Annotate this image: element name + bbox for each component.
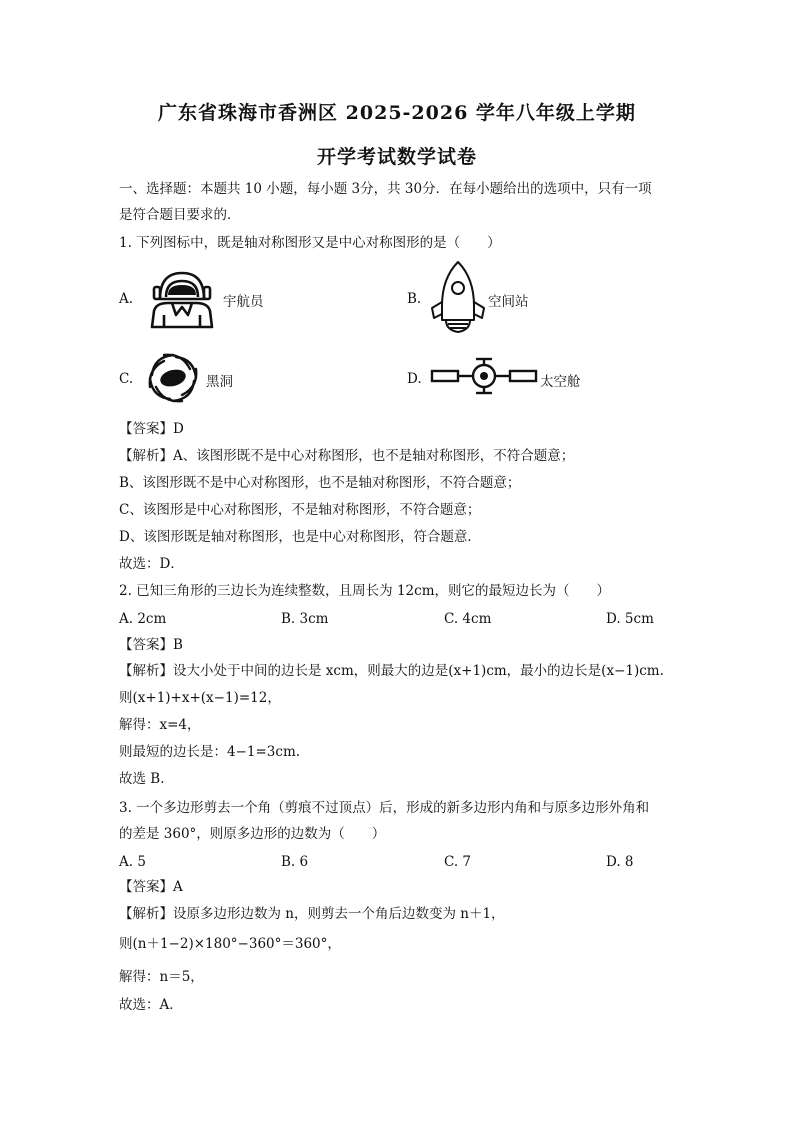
q3-analysis-line: 故选：A．: [119, 997, 183, 1013]
satellite-icon: [430, 356, 540, 396]
astronaut-icon: [146, 267, 218, 329]
q1-option-a-label: 宇航员: [223, 294, 264, 310]
q1-analysis-line: 故选：D．: [119, 556, 184, 572]
q2-option-c: C. 4cm: [444, 611, 492, 627]
q3-option-d: D. 8: [606, 854, 634, 870]
q3-analysis-line: 【解析】设原多边形边数为 n，则剪去一个角后边数变为 n＋1，: [119, 906, 505, 922]
q1-answer: 【答案】D: [119, 421, 184, 437]
title-line-2: 开学考试数学试卷: [316, 146, 477, 168]
q1-option-a-letter: A.: [119, 291, 134, 307]
q3-analysis-line: 解得：n＝5，: [119, 969, 204, 985]
q3-answer: 【答案】A: [119, 879, 183, 895]
q3-option-b: B. 6: [281, 854, 309, 870]
title-line-1: 广东省珠海市香洲区 2025-2026 学年八年级上学期: [158, 102, 636, 124]
q2-analysis-line: 则(x+1)+x+(x−1)=12，: [119, 690, 281, 706]
section-heading-line-1: 一、选择题：本题共 10 小题，每小题 3分，共 30分．在每小题给出的选项中，只有一项: [119, 181, 652, 197]
q1-analysis-line: 【解析】A、该图形既不是中心对称图形，也不是轴对称图形，不符合题意；: [119, 448, 575, 464]
q3-analysis-line: 则(n＋1−2)×180°−360°＝360°，: [119, 936, 341, 952]
q1-option-b-letter: B.: [407, 291, 422, 307]
q2-analysis-line: 解得：x=4，: [119, 717, 201, 733]
rocket-icon: [428, 258, 488, 338]
q2-analysis-line: 则最短的边长是：4−1=3cm.: [119, 744, 301, 760]
q2-stem: 2. 已知三角形的三边长为连续整数，且周长为 12cm，则它的最短边长为（ ）: [119, 583, 611, 599]
q2-option-d: D. 5cm: [606, 611, 654, 627]
q2-answer: 【答案】B: [119, 637, 183, 653]
black-hole-icon: [142, 347, 204, 409]
q1-option-d-label: 太空舱: [540, 374, 581, 390]
q1-option-d-letter: D.: [407, 371, 422, 387]
q1-option-c-label: 黑洞: [206, 374, 233, 390]
q2-analysis-line: 故选 B.: [119, 771, 165, 787]
q1-analysis-line: D、该图形既是轴对称图形，也是中心对称图形，符合题意．: [119, 529, 481, 545]
q2-option-a: A. 2cm: [119, 611, 167, 627]
q2-analysis-line: 【解析】设大小处于中间的边长是 xcm，则最大的边是(x+1)cm，最小的边长是(x−1)cm.: [119, 663, 664, 679]
q1-option-c-letter: C.: [119, 371, 134, 387]
q3-stem-line-1: 3. 一个多边形剪去一个角（剪痕不过顶点）后，形成的新多边形内角和与原多边形外角和: [119, 800, 650, 816]
q3-option-a: A. 5: [119, 854, 146, 870]
q3-stem-line-2: 的差是 360°，则原多边形的边数为（ ）: [119, 826, 386, 842]
q3-option-c: C. 7: [444, 854, 472, 870]
q1-option-b-label: 空间站: [488, 294, 529, 310]
q2-option-b: B. 3cm: [281, 611, 329, 627]
q1-analysis-line: C、该图形是中心对称图形，不是轴对称图形，不符合题意；: [119, 502, 481, 518]
section-heading-line-2: 是符合题目要求的．: [119, 207, 241, 223]
q1-stem: 1. 下列图标中，既是轴对称图形又是中心对称图形的是（ ）: [119, 235, 501, 251]
q1-analysis-line: B、该图形既不是中心对称图形，也不是轴对称图形，不符合题意；: [119, 475, 521, 491]
